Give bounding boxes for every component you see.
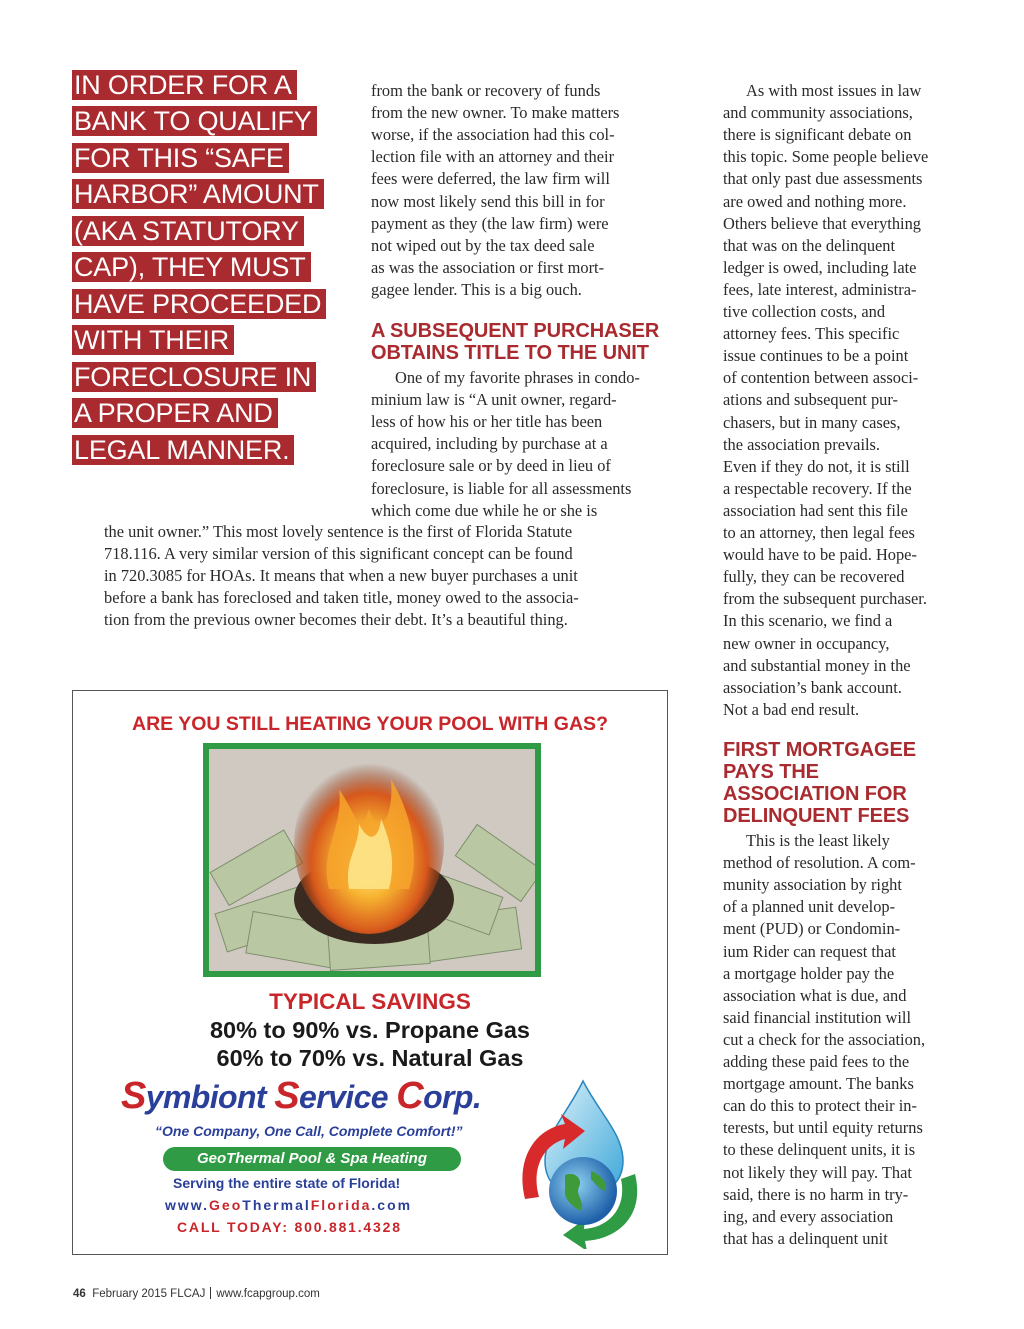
pull-quote-line [72,179,362,209]
body-text-line: that only past due assessments [723,169,923,189]
body-text-line: association had sent this file [723,500,908,520]
pull-quote-text: FOR THIS “SAFE [72,143,289,173]
pull-quote-line [72,106,362,136]
body-text-line: As with most issues in law [746,81,922,100]
body-text-line: said financial institution will [723,1007,912,1027]
pull-quote-line [72,325,362,355]
ad-service-pill: GeoThermal Pool & Spa Heating [163,1147,461,1171]
body-text-line: Not a bad end result. [723,699,860,719]
pull-quote-line [72,289,362,319]
body-text-line: from the new owner. To make matters [371,103,620,123]
pull-quote-text: HARBOR” AMOUNT [72,179,324,209]
body-text-line: that was on the delinquent [723,235,896,255]
footer-website[interactable]: www.fcapgroup.com [216,1288,320,1300]
body-text-line: 718.116. A very similar version of this significant concept can be found [104,544,573,564]
advertisement[interactable] [72,690,668,1255]
footer-divider [210,1287,211,1299]
body-text-line: from the subsequent purchaser. [723,589,927,609]
body-text-line: munity association by right [723,875,902,895]
pull-quote-line [72,362,362,392]
ad-headline: ARE YOU STILL HEATING YOUR POOL WITH GAS? [132,713,608,735]
page-number: 46 [73,1288,86,1300]
body-text-line: terests, but until equity returns [723,1118,923,1138]
body-text-line: which come due while he or she is [371,500,598,520]
body-text-line: that has a delinquent unit [723,1228,888,1248]
body-text-line: less of how his or her title has been [371,412,603,432]
section-heading-line: PAYS THE [723,761,819,783]
body-text-line: of a planned unit develop- [723,897,896,917]
body-text-line: to these delinquent units, it is [723,1140,916,1160]
body-text-line: said, there is no harm in try- [723,1184,909,1204]
section-heading-line: A SUBSEQUENT PURCHASER [371,320,660,342]
globe-water-drop-icon [505,1079,655,1249]
body-text-line: tion from the previous owner becomes their debt. It’s a beautiful thing. [104,610,568,630]
pull-quote-text: (AKA STATUTORY [72,216,304,246]
body-text-line: issue continues to be a point [723,346,909,366]
body-text-line: in 720.3085 for HOAs. It means that when a new buyer purchases a unit [104,566,578,586]
body-text-line: the unit owner.” This most lovely sentence is the first of Florida Statute [104,522,573,541]
pull-quote-text: WITH THEIR [72,325,234,355]
body-text-line: to an attorney, then legal fees [723,523,915,542]
body-text-line: of contention between associ- [723,368,919,388]
body-text-line: worse, if the association had this col- [371,125,615,145]
ad-savings-propane: 80% to 90% vs. Propane Gas [209,1017,530,1043]
body-text-line: the association prevails. [723,434,881,454]
body-text-line: In this scenario, we find a [723,611,893,631]
body-text-line: now most likely send this bill in for [371,191,605,211]
body-text-line: Even if they do not, it is still [723,456,910,476]
symbiont-logo-text: Symbiont Service Corp. [121,1075,482,1117]
section-heading-line: ASSOCIATION FOR [723,783,907,805]
pull-quote-line [72,143,362,173]
section-heading-line: OBTAINS TITLE TO THE UNIT [371,342,649,364]
body-text-line: would have to be paid. Hope- [723,545,917,565]
body-text-line: payment as they (the law firm) were [371,213,609,233]
body-text-line: This is the least likely [746,831,890,850]
body-text-line: acquired, including by purchase at a [371,434,608,454]
issue-info: February 2015 FLCAJ [92,1288,206,1300]
page-footer [73,1287,320,1300]
body-text-line: lection file with an attorney and their [371,147,615,167]
body-text-line: minium law is “A unit owner, regard- [371,390,617,410]
section-heading-line: FIRST MORTGAGEE [723,739,916,761]
body-text-line: a respectable recovery. If the [723,478,912,498]
body-text-line: as was the association or first mort- [371,257,605,277]
body-text-line: gagee lender. This is a big ouch. [371,279,582,299]
ad-tagline: “One Company, One Call, Complete Comfort!” [155,1123,463,1139]
body-text-line: are owed and nothing more. [723,191,907,211]
section-heading-line: DELINQUENT FEES [723,805,910,827]
burning-money-photo [203,743,541,977]
pull-quote-line [72,398,362,428]
body-text-line: foreclosure sale or by deed in lieu of [371,456,611,476]
body-text-line: fully, they can be recovered [723,567,905,587]
pull-quote-text: FORECLOSURE IN [72,362,316,392]
body-text-line: not wiped out by the tax deed sale [371,235,595,255]
ad-website-link[interactable]: www.GeoThermalFlorida.com [165,1197,413,1213]
body-text-line: from the bank or recovery of funds [371,81,601,100]
pull-quote-text: IN ORDER FOR A [72,70,297,100]
body-text-line: mortgage amount. The banks [723,1074,914,1094]
body-text-line: fees were deferred, the law firm will [371,169,610,189]
body-text-line: there is significant debate on [723,125,912,145]
body-text-line: can do this to protect their in- [723,1096,917,1116]
body-text-line: ment (PUD) or Condomin- [723,919,901,939]
body-text-line: fees, late interest, administra- [723,279,917,299]
body-text-line: chasers, but in many cases, [723,412,901,432]
body-text-line: a mortgage holder pay the [723,963,895,983]
pull-quote-line [72,70,362,100]
ad-savings-natural: 60% to 70% vs. Natural Gas [216,1045,524,1071]
body-text-line: association what is due, and [723,985,907,1005]
body-text-line: attorney fees. This specific [723,324,900,344]
pull-quote-line [72,435,362,465]
body-text-line: and community associations, [723,103,913,123]
body-text-line: ations and subsequent pur- [723,390,898,410]
body-text-line: new owner in occupancy, [723,633,890,653]
pull-quote-text: CAP), THEY MUST [72,252,311,282]
ad-serving-text: Serving the entire state of Florida! [173,1175,401,1191]
body-text-line: adding these paid fees to the [723,1052,910,1071]
pull-quote-text: BANK TO QUALIFY [72,106,317,136]
body-text-line: method of resolution. A com- [723,853,916,873]
pull-quote [72,70,362,471]
body-text-line: not likely they will pay. That [723,1162,912,1182]
body-text-line: One of my favorite phrases in condo- [395,368,640,387]
body-text-line: and substantial money in the [723,655,911,675]
body-text-line: ium Rider can request that [723,941,896,961]
pull-quote-text: A PROPER AND [72,398,278,428]
pull-quote-line [72,216,362,246]
body-text-line: cut a check for the association, [723,1029,926,1049]
ad-phone-number[interactable]: CALL TODAY: 800.881.4328 [177,1219,402,1235]
body-text-line: association’s bank account. [723,677,902,697]
ad-savings-title: TYPICAL SAVINGS [269,989,471,1014]
body-text-line: ledger is owed, including late [723,257,917,277]
body-text-line: foreclosure, is liable for all assessments [371,478,632,498]
pull-quote-text: HAVE PROCEEDED [72,289,326,319]
body-text-line: tive collection costs, and [723,302,886,321]
pull-quote-line [72,252,362,282]
body-text-line: ing, and every association [723,1206,894,1226]
body-text-line: Others believe that everything [723,213,921,233]
pull-quote-text: LEGAL MANNER. [72,435,294,465]
body-text-line: before a bank has foreclosed and taken title, money owed to the associa- [104,588,579,608]
body-text-line: this topic. Some people believe [723,147,929,167]
